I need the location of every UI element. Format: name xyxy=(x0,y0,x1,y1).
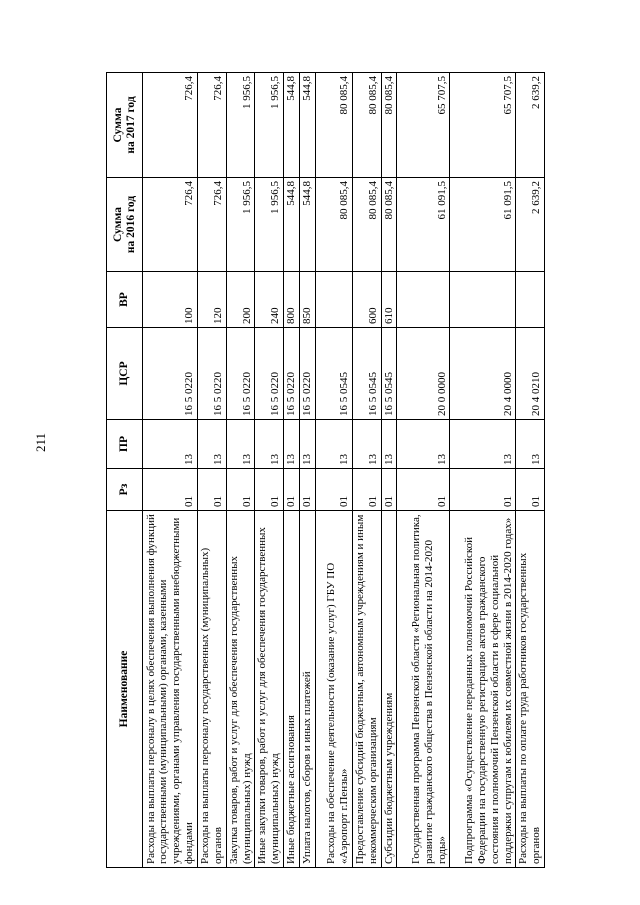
cell-name: Подпрограмма «Осуществление переданных полномочий Российской Федерации на государственную регистрацию актов гражданского состояния и полномочий Пензенской области в сфере социальной поддержки супругам к юбилеям их совместной жизни в 2014-2020 годах» xyxy=(450,511,516,868)
cell-sum-2016: 544,8 xyxy=(300,178,316,272)
cell-sum-2017: 80 085,4 xyxy=(352,73,381,178)
cell-sum-2017: 726,4 xyxy=(143,73,198,178)
header-csr: ЦСР xyxy=(107,328,143,420)
cell-sum-2016: 61 091,5 xyxy=(397,178,450,272)
header-sum-2016-line2: на 2016 год xyxy=(124,195,137,254)
cell-sum-2016: 2 639,2 xyxy=(516,178,545,272)
cell-csr: 16 5 0220 xyxy=(143,328,198,420)
header-sum-2016 xyxy=(107,178,143,272)
cell-rz: 01 xyxy=(450,469,516,511)
cell-rz: 01 xyxy=(352,469,381,511)
cell-sum-2017: 726,4 xyxy=(198,73,227,178)
cell-vr: 240 xyxy=(255,272,284,328)
cell-sum-2016: 80 085,4 xyxy=(381,178,397,272)
cell-vr xyxy=(516,272,545,328)
cell-sum-2016: 80 085,4 xyxy=(315,178,352,272)
cell-name: Иные бюджетные ассигнования xyxy=(284,511,300,868)
cell-csr: 20 4 0000 xyxy=(450,328,516,420)
cell-sum-2016: 80 085,4 xyxy=(352,178,381,272)
cell-pr: 13 xyxy=(315,420,352,469)
cell-pr: 13 xyxy=(352,420,381,469)
cell-sum-2017: 65 707,5 xyxy=(397,73,450,178)
cell-vr: 600 xyxy=(352,272,381,328)
header-pr: ПР xyxy=(107,420,143,469)
cell-csr: 16 5 0220 xyxy=(300,328,316,420)
cell-vr xyxy=(397,272,450,328)
cell-vr: 100 xyxy=(143,272,198,328)
cell-pr: 13 xyxy=(300,420,316,469)
cell-pr: 13 xyxy=(381,420,397,469)
cell-rz: 01 xyxy=(397,469,450,511)
cell-rz: 01 xyxy=(284,469,300,511)
cell-vr: 850 xyxy=(300,272,316,328)
cell-sum-2017: 544,8 xyxy=(300,73,316,178)
cell-sum-2017: 544,8 xyxy=(284,73,300,178)
cell-name: Расходы на выплаты персоналу в целях обеспечения выполнения функций государственными (муниципальными) органами, казенными учреждениями, органами управления государственными внебюджетными фондами xyxy=(143,511,198,868)
table-row xyxy=(352,73,381,868)
cell-name: Закупка товаров, работ и услуг для обеспечения государственных (муниципальных) нужд xyxy=(226,511,255,868)
cell-csr: 16 5 0545 xyxy=(315,328,352,420)
cell-rz: 01 xyxy=(381,469,397,511)
table-row xyxy=(450,73,516,868)
cell-csr: 16 5 0545 xyxy=(381,328,397,420)
cell-sum-2017: 1 956,5 xyxy=(255,73,284,178)
table-row xyxy=(315,73,352,868)
table-row xyxy=(284,73,300,868)
cell-pr: 13 xyxy=(226,420,255,469)
cell-rz: 01 xyxy=(516,469,545,511)
header-sum-2017 xyxy=(107,73,143,178)
table-row xyxy=(198,73,227,868)
cell-sum-2017: 80 085,4 xyxy=(315,73,352,178)
cell-sum-2017: 2 639,2 xyxy=(516,73,545,178)
cell-pr: 13 xyxy=(284,420,300,469)
cell-csr: 16 5 0220 xyxy=(284,328,300,420)
cell-sum-2016: 726,4 xyxy=(198,178,227,272)
cell-vr: 610 xyxy=(381,272,397,328)
cell-name: Расходы на выплаты по оплате труда работников государственных органов xyxy=(516,511,545,868)
header-sum-2017-line1: Сумма xyxy=(111,107,124,143)
cell-sum-2016: 1 956,5 xyxy=(226,178,255,272)
cell-rz: 01 xyxy=(198,469,227,511)
table-header-row xyxy=(107,73,143,868)
cell-name: Государственная программа Пензенской области «Региональная политика, развитие гражданского общества в Пензенской области на 2014-2020 годы» xyxy=(397,511,450,868)
cell-pr: 13 xyxy=(397,420,450,469)
table-row xyxy=(226,73,255,868)
table-row xyxy=(143,73,198,868)
cell-rz: 01 xyxy=(143,469,198,511)
cell-csr: 16 5 0220 xyxy=(226,328,255,420)
cell-name: Расходы на выплаты персоналу государственных (муниципальных) органов xyxy=(198,511,227,868)
cell-vr: 200 xyxy=(226,272,255,328)
header-sum-2017-line2: на 2017 год xyxy=(124,96,137,154)
cell-pr: 13 xyxy=(198,420,227,469)
cell-sum-2016: 544,8 xyxy=(284,178,300,272)
cell-name: Расходы на обеспечение деятельности (оказание услуг) ГБУ ПО «Аэропорт г.Пензы» xyxy=(315,511,352,868)
cell-sum-2016: 726,4 xyxy=(143,178,198,272)
page-number: 211 xyxy=(33,432,48,452)
cell-name: Предоставление субсидий бюджетным, автономным учреждениям и иным некоммерческим организациям xyxy=(352,511,381,868)
cell-csr: 16 5 0220 xyxy=(255,328,284,420)
cell-vr xyxy=(450,272,516,328)
header-name: Наименование xyxy=(107,511,143,868)
table-row xyxy=(300,73,316,868)
cell-rz: 01 xyxy=(226,469,255,511)
cell-sum-2017: 1 956,5 xyxy=(226,73,255,178)
table-row xyxy=(397,73,450,868)
cell-vr: 800 xyxy=(284,272,300,328)
cell-name: Уплата налогов, сборов и иных платежей xyxy=(300,511,316,868)
header-sum-2016-line1: Сумма xyxy=(111,207,124,242)
cell-name: Субсидии бюджетным учреждениям xyxy=(381,511,397,868)
budget-table-rotated xyxy=(106,73,543,868)
cell-rz: 01 xyxy=(315,469,352,511)
budget-table xyxy=(106,72,545,868)
table-row xyxy=(255,73,284,868)
cell-pr: 13 xyxy=(450,420,516,469)
cell-vr xyxy=(315,272,352,328)
table-row xyxy=(381,73,397,868)
cell-pr: 13 xyxy=(143,420,198,469)
table-row xyxy=(516,73,545,868)
cell-csr: 20 4 0210 xyxy=(516,328,545,420)
header-rz: Рз xyxy=(107,469,143,511)
cell-sum-2016: 61 091,5 xyxy=(450,178,516,272)
cell-sum-2017: 80 085,4 xyxy=(381,73,397,178)
cell-rz: 01 xyxy=(255,469,284,511)
cell-name: Иные закупки товаров, работ и услуг для обеспечения государственных (муниципальных) нужд xyxy=(255,511,284,868)
header-vr: ВР xyxy=(107,272,143,328)
cell-pr: 13 xyxy=(516,420,545,469)
cell-pr: 13 xyxy=(255,420,284,469)
cell-csr: 16 5 0545 xyxy=(352,328,381,420)
cell-csr: 20 0 0000 xyxy=(397,328,450,420)
cell-sum-2016: 1 956,5 xyxy=(255,178,284,272)
cell-vr: 120 xyxy=(198,272,227,328)
cell-csr: 16 5 0220 xyxy=(198,328,227,420)
cell-rz: 01 xyxy=(300,469,316,511)
cell-sum-2017: 65 707,5 xyxy=(450,73,516,178)
